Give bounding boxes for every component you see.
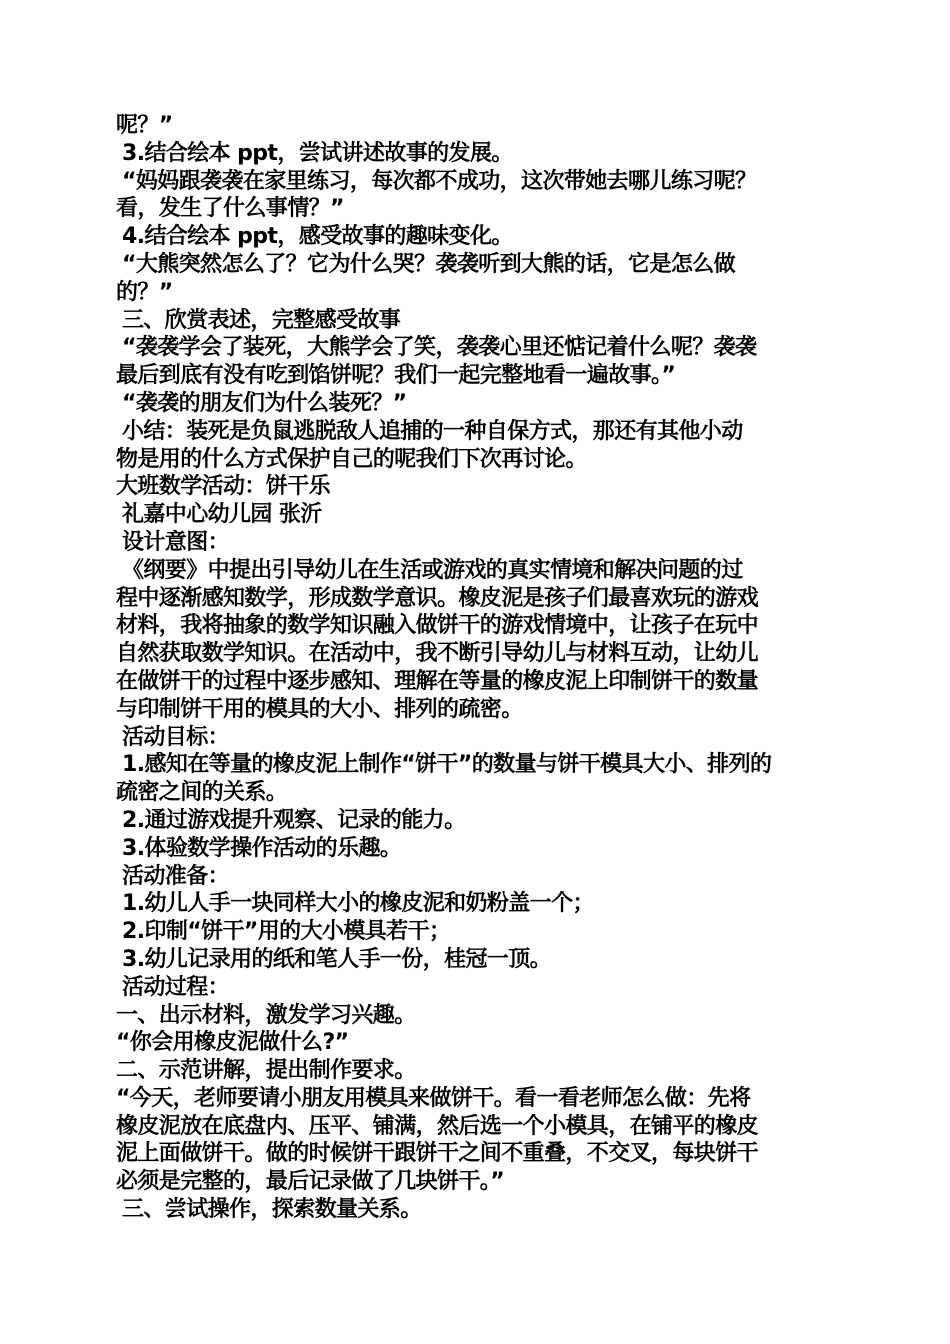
text-line: 一、出示材料，激发学习兴趣。: [116, 1002, 416, 1028]
text-line: 材料，我将抽象的数学知识融入做饼干的游戏情境中，让孩子在玩中: [116, 613, 759, 639]
text-line: “你会用橡皮泥做什么?”: [116, 1030, 349, 1056]
text-line: 1.感知在等量的橡皮泥上制作“饼干”的数量与饼干模具大小、排列的: [122, 752, 772, 778]
text-line: “大熊突然怎么了？它为什么哭？袭袭听到大熊的话，它是怎么做: [122, 251, 736, 277]
text-line: 大班数学活动：饼干乐: [116, 474, 331, 500]
text-line: 物是用的什么方式保护自己的呢我们下次再讨论。: [116, 446, 587, 472]
text-line: 2.通过游戏提升观察、记录的能力。: [122, 807, 466, 833]
text-line: 设计意图：: [122, 529, 230, 555]
text-line: 最后到底有没有吃到馅饼呢？我们一起完整地看一遍故事。”: [116, 363, 676, 389]
text-line: 与印制饼干用的模具的大小、排列的疏密。: [116, 696, 523, 722]
text-line: 三、欣赏表述，完整感受故事: [122, 307, 401, 333]
text-line: 3.结合绘本 ppt，尝试讲述故事的发展。: [122, 140, 513, 166]
text-line: 礼嘉中心幼儿园 张沂: [122, 502, 322, 528]
text-line: 活动过程：: [122, 974, 230, 1000]
text-line: 3.幼儿记录用的纸和笔人手一份，桂冠一顶。: [122, 946, 552, 972]
text-line: 看，发生了什么事情？”: [116, 196, 344, 222]
text-line: 活动目标：: [122, 724, 230, 750]
text-line: 2.印制“饼干”用的大小模具若干；: [122, 919, 451, 945]
text-line: 在做饼干的过程中逐步感知、理解在等量的橡皮泥上印制饼干的数量: [116, 668, 759, 694]
document-body: [116, 112, 836, 1224]
text-line: 二、示范讲解，提出制作要求。: [116, 1058, 416, 1084]
text-line: 3.体验数学操作活动的乐趣。: [122, 835, 402, 861]
text-line: “妈妈跟袭袭在家里练习，每次都不成功，这次带她去哪儿练习呢？: [122, 168, 757, 194]
text-line: 小结：装死是负鼠逃脱敌人追捕的一种自保方式，那还有其他小动: [122, 418, 743, 444]
text-line: 自然获取数学知识。在活动中，我不断引导幼儿与材料互动，让幼儿: [116, 641, 759, 667]
text-line: 程中逐渐感知数学，形成数学意识。橡皮泥是孩子们最喜欢玩的游戏: [116, 585, 759, 611]
text-line: 活动准备：: [122, 863, 230, 889]
text-line: 《纲要》中提出引导幼儿在生活或游戏的真实情境和解决问题的过: [122, 557, 743, 583]
text-line: 橡皮泥放在底盘内、压平、铺满，然后选一个小模具，在铺平的橡皮: [116, 1113, 759, 1139]
text-line: “袭袭的朋友们为什么装死？”: [122, 390, 407, 416]
text-line: 疏密之间的关系。: [116, 780, 288, 806]
text-line: 的？”: [116, 279, 173, 305]
text-line: 必须是完整的，最后记录做了几块饼干。”: [116, 1169, 505, 1195]
text-line: 三、尝试操作，探索数量关系。: [122, 1197, 422, 1223]
text-line: “今天，老师要请小朋友用模具来做饼干。看一看老师怎么做：先将: [116, 1085, 751, 1111]
text-line: 泥上面做饼干。做的时候饼干跟饼干之间不重叠，不交叉，每块饼干: [116, 1141, 759, 1167]
text-line: 呢？”: [116, 113, 173, 138]
text-line: 1.幼儿人手一块同样大小的橡皮泥和奶粉盖一个；: [122, 891, 594, 917]
text-line: “袭袭学会了装死，大熊学会了笑，袭袭心里还惦记着什么呢？袭袭: [122, 335, 757, 361]
text-line: 4.结合绘本 ppt，感受故事的趣味变化。: [122, 224, 513, 250]
